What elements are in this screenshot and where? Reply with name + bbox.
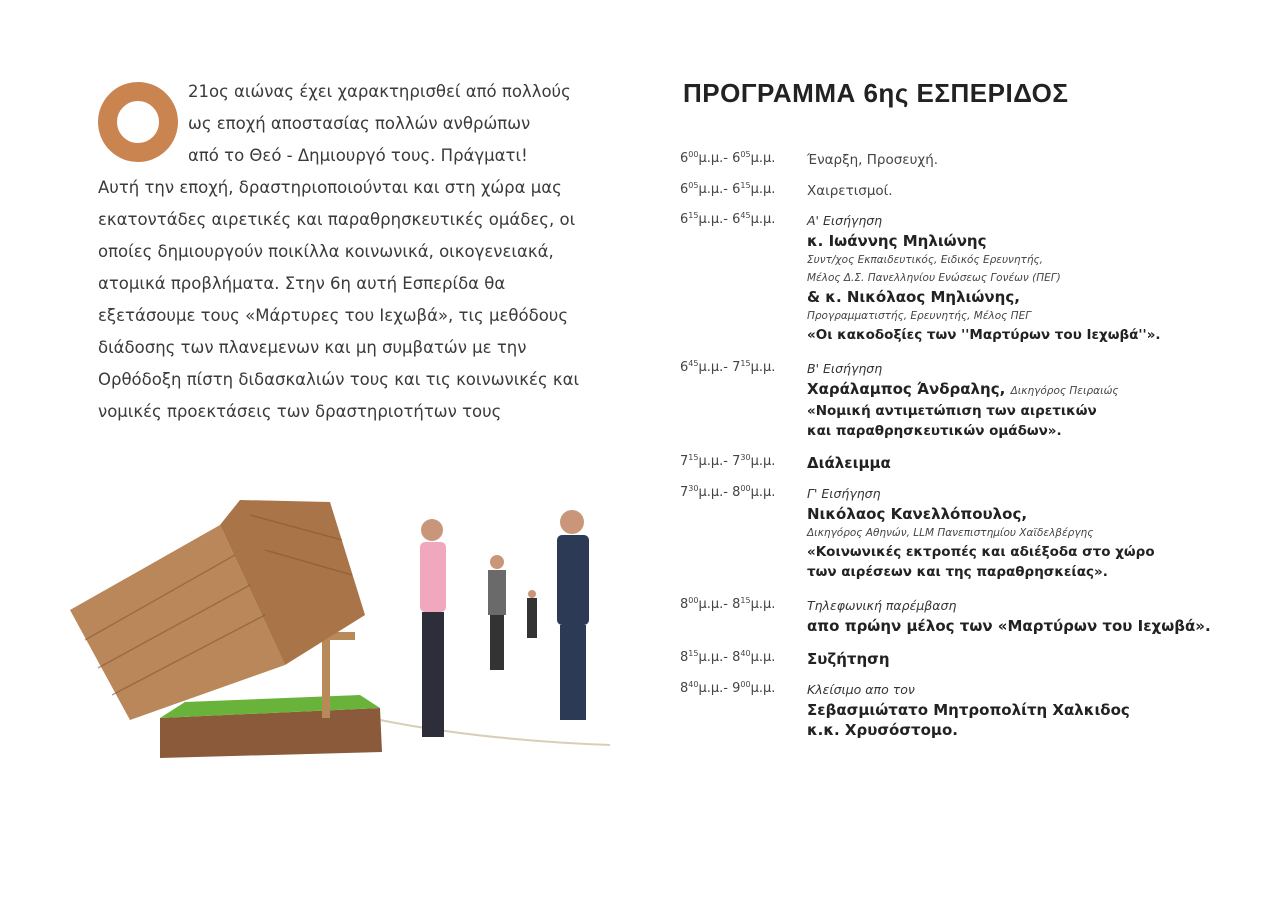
end-minute: 15 [740,181,751,190]
program-content [807,181,893,201]
time-unit: μ.μ. [698,454,724,469]
time-unit: μ.μ. [698,681,724,696]
program-note [807,269,1161,287]
line-text: Δικηγόρος Αθηνών, LLM Πανεπιστημίου Χαϊδελβέργης [807,527,1094,539]
line-text: Γ' Εισήγηση [807,486,881,501]
start-minute: 00 [688,596,699,605]
start-minute: 30 [688,484,699,493]
time-unit: μ.μ. [750,212,776,227]
start-hour: 7 [680,485,689,500]
start-hour: 6 [680,151,689,166]
time-unit: μ.μ. [750,597,776,612]
program-name [807,700,1130,720]
illustration-trap-box [60,490,620,770]
time-range: $7^{15}\mu.\mu.-$ $7^{30}\mu.\mu$. [680,453,776,469]
program-quote [807,325,1161,345]
program-label [807,359,1119,379]
start-hour: 8 [680,681,689,696]
time-range: $6^{15}\mu.\mu.-$ $6^{45}\mu.\mu$. [680,211,776,227]
end-minute: 45 [740,211,751,220]
program-name [807,287,1161,307]
time-unit: μ.μ. [698,597,724,612]
time-range: $8^{40}\mu.\mu.-$ $9^{00}\mu.\mu$. [680,680,776,696]
end-minute: 00 [740,680,751,689]
start-minute: 40 [688,680,699,689]
end-minute: 15 [740,359,751,368]
program-name [807,231,1161,251]
intro-paragraph [98,76,580,428]
start-minute: 00 [688,150,699,159]
program-content [807,680,1130,740]
line-text: Χαράλαμπος Άνδραλης, [807,380,1006,398]
start-hour: 6 [680,360,689,375]
intro-line: εξετάσουμε τους «Μάρτυρες του Ιεχωβά», τις μεθόδους [98,306,569,325]
program-note [807,307,1161,325]
rope [380,720,610,745]
start-hour: 7 [680,454,689,469]
time-range: $6^{05}\mu.\mu.-$ $6^{15}\mu.\mu$. [680,181,776,197]
time-unit: μ.μ. [750,151,776,166]
start-minute: 15 [688,211,699,220]
line-text: «Οι κακοδοξίες των ''Μαρτύρων του Ιεχωβά''». [807,327,1161,343]
line-text: Συντ/χος Εκπαιδευτικός, Ειδικός Ερευνητής, [807,254,1044,266]
end-hour: 7 [732,360,741,375]
program-name [807,720,1130,740]
person-pink-shirt [420,519,446,737]
program-content [807,596,1211,636]
end-minute: 30 [740,453,751,462]
line-text: Α' Εισήγηση [807,213,883,228]
line-text: & κ. Νικόλαος Μηλιώνης, [807,288,1020,306]
time-unit: μ.μ. [698,485,724,500]
time-range: $7^{30}\mu.\mu.-$ $8^{00}\mu.\mu$. [680,484,776,500]
program-quote [807,401,1119,421]
person-small-2 [527,590,537,638]
line-text: κ. Ιωάννης Μηλιώνης [807,232,987,250]
end-hour: 8 [732,650,741,665]
time-unit: μ.μ. [698,182,724,197]
program-title: ΠΡΟΓΡΑΜΜΑ 6ης ΕΣΠΕΡΙΔΟΣ [683,78,1069,108]
end-hour: 6 [732,212,741,227]
start-minute: 15 [688,649,699,658]
program-label [807,484,1155,504]
time-unit: μ.μ. [750,182,776,197]
program-note [807,251,1161,269]
program-content [807,211,1161,345]
intro-line: νομικές προεκτάσεις των δραστηριοτήτων τους [98,402,502,421]
speaker-title: Δικηγόρος Πειραιώς [1010,385,1119,397]
program-quote [807,562,1155,582]
time-range: $6^{45}\mu.\mu.-$ $7^{15}\mu.\mu$. [680,359,776,375]
program-content [807,453,891,473]
line-text: Διάλειμμα [807,454,891,472]
time-unit: μ.μ. [750,681,776,696]
program-content [807,150,938,170]
end-minute: 15 [740,596,751,605]
intro-line: ως εποχή αποστασίας πολλών ανθρώπων [188,114,531,133]
time-range: $8^{00}\mu.\mu.-$ $8^{15}\mu.\mu$. [680,596,776,612]
end-minute: 00 [740,484,751,493]
program-plain [807,181,893,201]
intro-line: διάδοσης των πλανεμενων και μη συμβατών με την [98,338,527,357]
time-unit: μ.μ. [698,212,724,227]
intro-line: Ορθόδοξη πίστη διδασκαλιών τους και τις κοινωνικές και [98,370,580,389]
program-content [807,649,890,669]
start-hour: 8 [680,650,689,665]
person-small-1 [488,555,506,670]
program-quote [807,421,1119,441]
program-label [807,680,1130,700]
program-name [807,453,891,473]
time-range: $8^{15}\mu.\mu.-$ $8^{40}\mu.\mu$. [680,649,776,665]
line-text: των αιρέσεων και της παραθρησκείας». [807,564,1108,580]
intro-line: Αυτή την εποχή, δραστηριοποιούνται και στη χώρα μας [98,178,562,197]
end-hour: 9 [732,681,741,696]
program-note [807,524,1155,542]
intro-line: οποίες δημιουργούν ποικίλλα κοινωνικά, οικογενειακά, [98,242,554,261]
start-hour: 6 [680,182,689,197]
time-unit: μ.μ. [698,151,724,166]
program-content [807,359,1119,441]
line-text: Προγραμματιστής, Ερευνητής, Μέλος ΠΕΓ [807,310,1032,322]
line-text: «Νομική αντιμετώπιση των αιρετικών [807,403,1097,419]
start-minute: 15 [688,453,699,462]
end-hour: 8 [732,597,741,612]
person-suit [557,510,589,720]
program-label [807,211,1161,231]
program-name [807,616,1211,636]
intro-line: από το Θεό - Δημιουργό τους. Πράγματι! [188,146,528,165]
program-name [807,379,1119,401]
start-minute: 45 [688,359,699,368]
end-hour: 6 [732,151,741,166]
line-text: και παραθρησκευτικών ομάδων». [807,423,1062,439]
end-hour: 8 [732,485,741,500]
line-text: «Κοινωνικές εκτροπές και αδιέξοδα στο χώρο [807,544,1155,560]
program-name [807,649,890,669]
end-hour: 6 [732,182,741,197]
time-unit: μ.μ. [750,454,776,469]
line-text: Συζήτηση [807,650,890,668]
program-name [807,504,1155,524]
intro-line: ατομικά προβλήματα. Στην 6η αυτή Εσπερίδα θα [98,274,506,293]
program-label [807,596,1211,616]
line-text: απο πρώην μέλος των «Μαρτύρων του Ιεχωβά». [807,617,1211,635]
time-unit: μ.μ. [698,650,724,665]
start-minute: 05 [688,181,699,190]
time-unit: μ.μ. [698,360,724,375]
line-text: Β' Εισήγηση [807,361,883,376]
time-range: $6^{00}\mu.\mu.-$ $6^{05}\mu.\mu$. [680,150,776,166]
time-unit: μ.μ. [750,360,776,375]
program-quote [807,542,1155,562]
line-text: Κλείσιμο απο τον [807,682,915,697]
start-hour: 8 [680,597,689,612]
line-text: κ.κ. Χρυσόστομο. [807,721,958,739]
start-hour: 6 [680,212,689,227]
end-minute: 40 [740,649,751,658]
time-unit: μ.μ. [750,485,776,500]
line-text: Έναρξη, Προσευχή. [807,152,939,168]
line-text: Μέλος Δ.Σ. Πανελληνίου Ενώσεως Γονέων (ΠΕΓ) [807,272,1061,284]
time-unit: μ.μ. [750,650,776,665]
line-text: Τηλεφωνική παρέμβαση [807,598,957,613]
line-text: Σεβασμιώτατο Μητροπολίτη Χαλκιδος [807,701,1130,719]
end-hour: 7 [732,454,741,469]
intro-line: εκατοντάδες αιρετικές και παραθρησκευτικές ομάδες, οι [98,210,576,229]
program-plain [807,150,938,170]
line-text: Νικόλαος Κανελλόπουλος, [807,505,1028,523]
end-minute: 05 [740,150,751,159]
program-content [807,484,1155,582]
intro-line: 21ος αιώνας έχει χαρακτηρισθεί από πολλούς [188,82,571,101]
line-text: Χαιρετισμοί. [807,183,893,199]
